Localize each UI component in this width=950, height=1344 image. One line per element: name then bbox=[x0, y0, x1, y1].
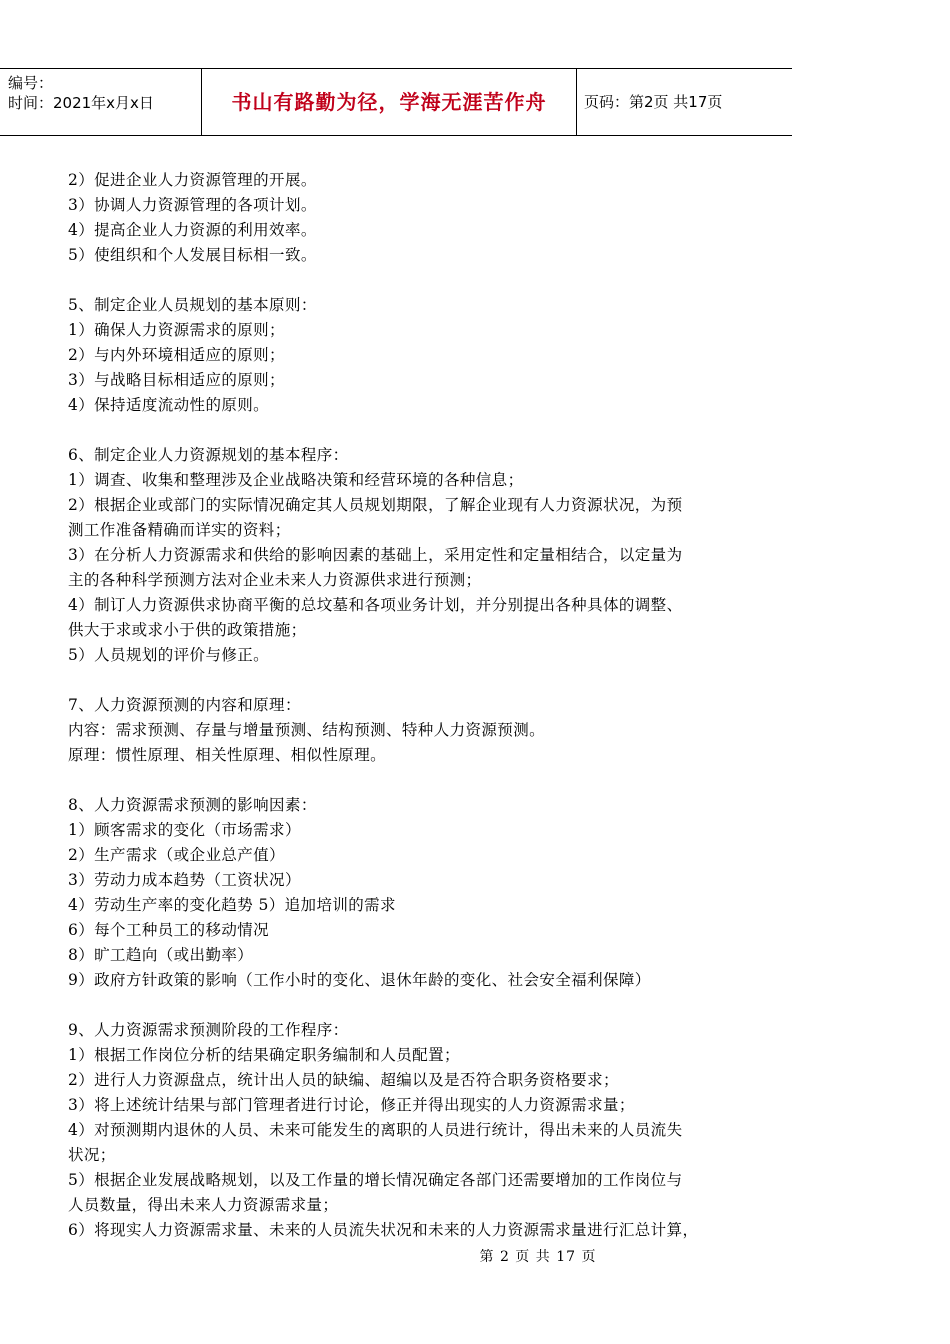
paragraph-spacer bbox=[68, 268, 738, 293]
text-line: 3）协调人力资源管理的各项计划。 bbox=[68, 196, 317, 214]
text-line: 1）顾客需求的变化（市场需求） bbox=[68, 821, 301, 839]
paragraph-spacer bbox=[68, 668, 738, 693]
text-line: 8、人力资源需求预测的影响因素： bbox=[68, 796, 317, 814]
text-line: 3）将上述统计结果与部门管理者进行讨论，修正并得出现实的人力资源需求量； bbox=[68, 1096, 635, 1114]
text-line: 2）进行人力资源盘点，统计出人员的缺编、超编以及是否符合职务资格要求； bbox=[68, 1071, 619, 1089]
text-line: 内容：需求预测、存量与增量预测、结构预测、特种人力资源预测。 bbox=[68, 721, 546, 739]
text-line: 6、制定企业人力资源规划的基本程序： bbox=[68, 446, 349, 464]
text-line: 3）与战略目标相适应的原则； bbox=[68, 371, 285, 389]
paragraph-spacer bbox=[68, 993, 738, 1018]
text-line: 3）劳动力成本趋势（工资状况） bbox=[68, 871, 301, 889]
text-line: 4）提高企业人力资源的利用效率。 bbox=[68, 221, 317, 239]
text-line: 7、人力资源预测的内容和原理： bbox=[68, 696, 301, 714]
text-line: 1）调查、收集和整理涉及企业战略决策和经营环境的各种信息； bbox=[68, 471, 524, 489]
text-line: 人员数量，得出未来人力资源需求量； bbox=[68, 1196, 339, 1214]
text-line: 主的各种科学预测方法对企业未来人力资源供求进行预测； bbox=[68, 571, 482, 589]
text-line: 1）根据工作岗位分析的结果确定职务编制和人员配置； bbox=[68, 1046, 460, 1064]
text-line: 4）保持适度流动性的原则。 bbox=[68, 396, 270, 414]
text-line: 5）使组织和个人发展目标相一致。 bbox=[68, 246, 317, 264]
text-line: 2）与内外环境相适应的原则； bbox=[68, 346, 285, 364]
text-line: 5）人员规划的评价与修正。 bbox=[68, 646, 270, 664]
document-id-label: 编号： bbox=[8, 74, 54, 92]
page-header bbox=[0, 68, 792, 136]
text-line: 状况； bbox=[68, 1146, 116, 1164]
text-line: 供大于求或求小于供的政策措施； bbox=[68, 621, 307, 639]
text-line: 2）生产需求（或企业总产值） bbox=[68, 846, 285, 864]
text-line: 2）根据企业或部门的实际情况确定其人员规划期限，了解企业现有人力资源状况，为预 bbox=[68, 496, 683, 514]
text-line: 9）政府方针政策的影响（工作小时的变化、退休年龄的变化、社会安全福利保障） bbox=[68, 971, 651, 989]
text-line: 5）根据企业发展战略规划，以及工作量的增长情况确定各部门还需要增加的工作岗位与 bbox=[68, 1171, 683, 1189]
text-line: 测工作准备精确而详实的资料； bbox=[68, 521, 291, 539]
text-line: 4）劳动生产率的变化趋势 5）追加培训的需求 bbox=[68, 896, 396, 914]
text-line: 4）对预测期内退休的人员、未来可能发生的离职的人员进行统计，得出未来的人员流失 bbox=[68, 1121, 683, 1139]
header-motto: 书山有路勤为径，学海无涯苦作舟 bbox=[231, 90, 547, 114]
header-meta bbox=[8, 73, 154, 113]
text-line: 4）制订人力资源供求协商平衡的总坟墓和各项业务计划，并分别提出各种具体的调整、 bbox=[68, 596, 683, 614]
text-line: 2）促进企业人力资源管理的开展。 bbox=[68, 171, 317, 189]
text-line: 9、人力资源需求预测阶段的工作程序： bbox=[68, 1021, 349, 1039]
paragraph-spacer bbox=[68, 418, 738, 443]
header-divider bbox=[576, 69, 577, 135]
page-footer: 第 2 页 共 17 页 bbox=[479, 1249, 597, 1265]
text-line: 1）确保人力资源需求的原则； bbox=[68, 321, 285, 339]
document-date: 时间：2021年x月x日 bbox=[8, 94, 154, 112]
text-line: 8）旷工趋向（或出勤率） bbox=[68, 946, 254, 964]
text-line: 原理：惯性原理、相关性原理、相似性原理。 bbox=[68, 746, 387, 764]
text-line: 5、制定企业人员规划的基本原则： bbox=[68, 296, 317, 314]
document-body bbox=[68, 168, 738, 1243]
header-page-info: 页码：第2页 共17页 bbox=[584, 93, 723, 111]
text-line: 3）在分析人力资源需求和供给的影响因素的基础上，采用定性和定量相结合，以定量为 bbox=[68, 546, 683, 564]
text-line: 6）每个工种员工的移动情况 bbox=[68, 921, 270, 939]
paragraph-spacer bbox=[68, 768, 738, 793]
text-line: 6）将现实人力资源需求量、未来的人员流失状况和未来的人力资源需求量进行汇总计算， bbox=[68, 1221, 699, 1239]
